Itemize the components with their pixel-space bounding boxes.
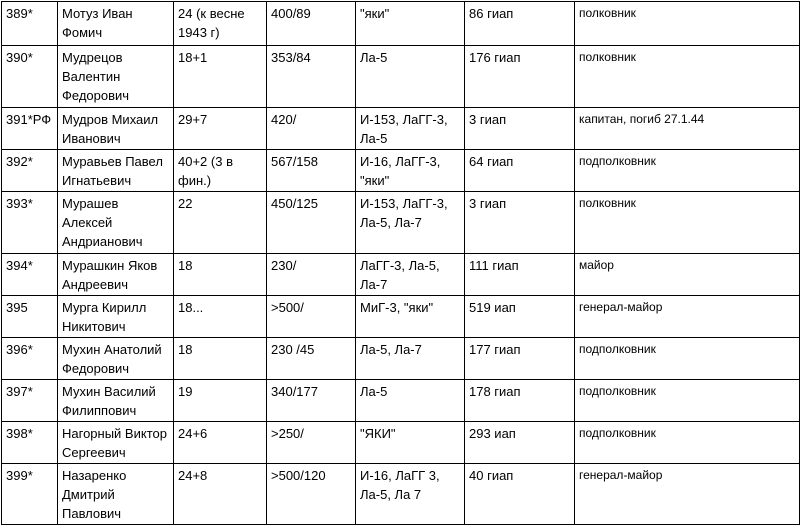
unit: 3 гиап [465,108,575,150]
victories: 18 [174,254,267,296]
aircraft: "яки" [356,2,465,46]
aircraft: Ла-5, Ла-7 [356,338,465,380]
unit: 519 иап [465,296,575,338]
row-number: 397* [2,380,58,422]
pilot-name: Мухин Василий Филиппович [58,380,174,422]
rank: генерал-майор [575,464,800,525]
unit: 178 гиап [465,380,575,422]
victories: 24 (к весне 1943 г) [174,2,267,46]
table-row [2,150,800,192]
rank: полковник [575,2,800,46]
rank: капитан, погиб 27.1.44 [575,108,800,150]
table-row [2,192,800,254]
table-row [2,422,800,464]
unit: 176 гиап [465,46,575,108]
aircraft: И-153, ЛаГГ-3, Ла-5, Ла-7 [356,192,465,254]
table-row [2,380,800,422]
sorties: >500/120 [267,464,356,525]
victories: 24+8 [174,464,267,525]
victories: 18... [174,296,267,338]
aircraft: И-16, ЛаГГ-3, "яки" [356,150,465,192]
aircraft: "ЯКИ" [356,422,465,464]
aircraft: Ла-5 [356,46,465,108]
unit: 40 гиап [465,464,575,525]
table-row [2,464,800,525]
rank: полковник [575,46,800,108]
aircraft: ЛаГГ-3, Ла-5, Ла-7 [356,254,465,296]
aircraft: И-153, ЛаГГ-3, Ла-5 [356,108,465,150]
table-row [2,254,800,296]
row-number: 393* [2,192,58,254]
row-number: 396* [2,338,58,380]
pilot-name: Нагорный Виктор Сергеевич [58,422,174,464]
aircraft: И-16, ЛаГГ 3, Ла-5, Ла 7 [356,464,465,525]
victories: 29+7 [174,108,267,150]
sorties: >500/ [267,296,356,338]
aircraft: Ла-5 [356,380,465,422]
pilot-name: Назаренко Дмитрий Павлович [58,464,174,525]
rank: подполковник [575,380,800,422]
sorties: >250/ [267,422,356,464]
pilot-name: Мухин Анатолий Федорович [58,338,174,380]
pilot-name: Мурашев Алексей Андрианович [58,192,174,254]
victories: 18 [174,338,267,380]
unit: 177 гиап [465,338,575,380]
unit: 86 гиап [465,2,575,46]
sorties: 353/84 [267,46,356,108]
table-row [2,296,800,338]
pilot-name: Мудров Михаил Иванович [58,108,174,150]
unit: 111 гиап [465,254,575,296]
rank: полковник [575,192,800,254]
pilot-name: Мудрецов Валентин Федорович [58,46,174,108]
row-number: 392* [2,150,58,192]
row-number: 398* [2,422,58,464]
sorties: 450/125 [267,192,356,254]
pilot-name: Мурашкин Яков Андреевич [58,254,174,296]
rank: подполковник [575,422,800,464]
pilots-table [1,1,800,525]
sorties: 230/ [267,254,356,296]
pilot-name: Мотуз Иван Фомич [58,2,174,46]
table-row [2,338,800,380]
pilot-name: Мурга Кирилл Никитович [58,296,174,338]
row-number: 389* [2,2,58,46]
sorties: 230 /45 [267,338,356,380]
rank: майор [575,254,800,296]
aircraft: МиГ-3, "яки" [356,296,465,338]
unit: 293 иап [465,422,575,464]
victories: 40+2 (3 в фин.) [174,150,267,192]
table-row [2,2,800,46]
row-number: 395 [2,296,58,338]
table-row [2,46,800,108]
table-row [2,108,800,150]
unit: 64 гиап [465,150,575,192]
row-number: 391*РФ [2,108,58,150]
sorties: 567/158 [267,150,356,192]
rank: генерал-майор [575,296,800,338]
rank: подполковник [575,150,800,192]
unit: 3 гиап [465,192,575,254]
sorties: 340/177 [267,380,356,422]
pilot-name: Муравьев Павел Игнатьевич [58,150,174,192]
victories: 18+1 [174,46,267,108]
victories: 19 [174,380,267,422]
row-number: 399* [2,464,58,525]
row-number: 394* [2,254,58,296]
row-number: 390* [2,46,58,108]
sorties: 420/ [267,108,356,150]
victories: 24+6 [174,422,267,464]
victories: 22 [174,192,267,254]
sorties: 400/89 [267,2,356,46]
rank: подполковник [575,338,800,380]
